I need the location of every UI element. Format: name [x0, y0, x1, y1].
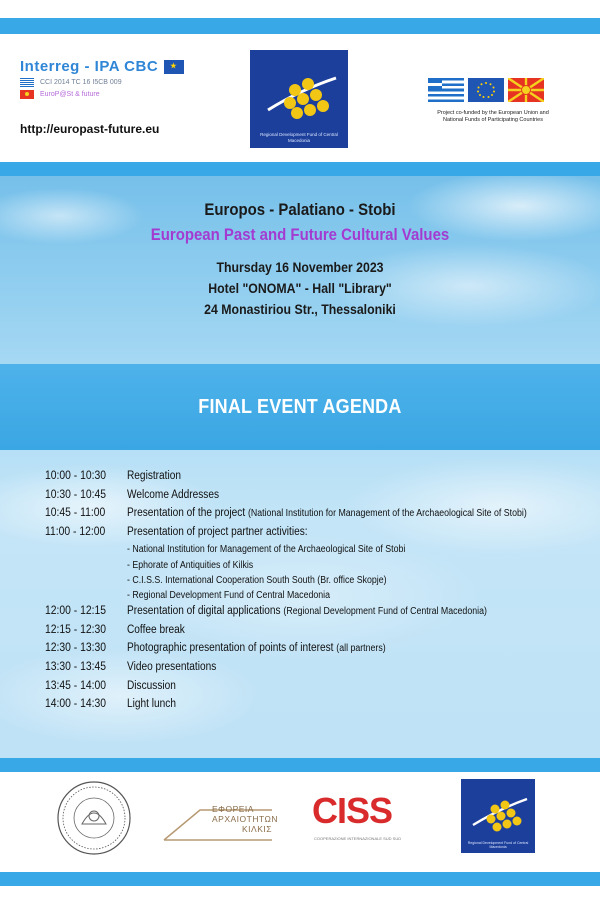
macedonian-flag-icon — [20, 90, 34, 99]
partner-item — [45, 560, 590, 575]
agenda-item-note: (Regional Development Fund of Central Macedonia) — [283, 606, 487, 618]
header — [0, 34, 600, 162]
interreg-code: CCI 2014 TC 16 I5CB 009 — [40, 79, 122, 86]
agenda-row — [45, 470, 590, 489]
agenda-item-title: Light lunch — [127, 698, 176, 711]
partner-item — [45, 590, 590, 605]
event-venue: Hotel "ONOMA" - Hall "Library" — [208, 280, 392, 296]
agenda-time: 10:45 - 11:00 — [45, 507, 106, 520]
agenda-time: 10:00 - 10:30 — [45, 470, 107, 482]
partner-name: - National Institution for Management of the Archaeological Site of Stobi — [127, 544, 406, 556]
agenda-time: 12:00 - 12:15 — [45, 605, 107, 618]
greek-flag-icon — [20, 78, 34, 87]
flags-group — [428, 78, 544, 102]
agenda-item-title: Presentation of the project — [127, 507, 246, 520]
cofunded-text: Project co-funded by the European Union and National Funds of Participating Countries — [437, 110, 549, 124]
macedonian-flag-icon — [508, 78, 544, 102]
eu-flag-icon — [164, 60, 184, 74]
ciss-wordmark: CISS — [312, 790, 393, 831]
agenda-row — [45, 624, 590, 643]
agenda-item-note: (National Institution for Management of the Archaeological Site of Stobi) — [247, 508, 527, 520]
ciss-subtitle: COOPERAZIONE INTERNAZIONALE SUD SUD — [314, 836, 402, 841]
agenda-row — [45, 526, 590, 545]
agenda-time: 13:30 - 13:45 — [45, 660, 107, 673]
website-link[interactable]: http://europast-future.eu — [20, 122, 160, 136]
top-stripe — [0, 18, 600, 34]
agenda-item-title: Photographic presentation of points of interest — [127, 642, 334, 655]
agenda-item-title: Welcome Addresses — [127, 488, 220, 501]
agenda-item-title: Video presentations — [127, 660, 217, 673]
ephorate-line2: ΑΡΧΑΙΟΤΗΤΩΝ — [212, 814, 279, 825]
interreg-project: EuroP@St & future — [40, 91, 100, 98]
footer-logos — [0, 772, 600, 872]
agenda-row — [45, 642, 590, 661]
partner-item — [45, 575, 590, 590]
agenda-row — [45, 680, 590, 699]
agenda-row — [45, 661, 590, 680]
agenda-row — [45, 605, 590, 624]
agenda-banner — [0, 364, 600, 450]
agenda-item-title: Coffee break — [127, 623, 185, 636]
event-subtitle: European Past and Future Cultural Values — [150, 225, 450, 244]
agenda-time: 12:15 - 12:30 — [45, 623, 107, 636]
agenda-row — [45, 698, 590, 717]
event-route: Europos - Palatiano - Stobi — [204, 200, 396, 219]
agenda-time: 14:00 - 14:30 — [45, 698, 107, 711]
partner-name: - Regional Development Fund of Central Macedonia — [127, 589, 331, 601]
agenda-item-title: Registration — [127, 470, 182, 482]
rdf-caption: Regional Development Fund of Central Macedonia — [260, 132, 338, 143]
greek-flag-icon — [428, 78, 464, 102]
ephorate-kilkis-logo — [160, 790, 280, 848]
agenda-row — [45, 489, 590, 508]
bottom-stripe — [0, 872, 600, 886]
partner-name: - Ephorate of Antiquities of Kilkis — [127, 559, 254, 571]
footer-stripe — [0, 758, 600, 772]
interreg-title: Interreg - IPA CBC — [20, 58, 159, 75]
agenda-item-title: Presentation of project partner activities: — [127, 525, 308, 538]
ciss-logo — [312, 790, 424, 848]
interreg-logo — [20, 58, 205, 99]
sky-background — [0, 176, 600, 758]
rdf-logo-small — [461, 779, 535, 853]
event-intro — [0, 200, 600, 317]
rdf-logo — [250, 50, 348, 148]
agenda-list — [45, 470, 590, 717]
ephorate-line3: ΚΙΛΚΙΣ — [242, 824, 273, 835]
event-address: 24 Monastiriou Str., Thessaloniki — [204, 301, 396, 317]
agenda-item-title: Discussion — [127, 679, 176, 692]
agenda-item-note: (all partners) — [336, 643, 386, 655]
ephorate-line1: ΕΦΟΡΕΙΑ — [212, 804, 254, 814]
partner-name: - C.I.S.S. International Cooperation South South (Br. office Skopje) — [127, 574, 387, 586]
stobi-seal-logo — [56, 780, 132, 856]
partner-item — [45, 544, 590, 559]
rdf-small-caption: Regional Development Fund of Central Macedonia — [467, 841, 529, 849]
agenda-time: 12:30 - 13:30 — [45, 642, 107, 655]
agenda-row — [45, 507, 590, 526]
agenda-title: FINAL EVENT AGENDA — [198, 395, 402, 418]
agenda-item-title: Presentation of digital applications — [127, 605, 281, 618]
event-date: Thursday 16 November 2023 — [216, 259, 384, 275]
eu-flag-icon — [468, 78, 504, 102]
agenda-time: 10:30 - 10:45 — [45, 488, 107, 501]
header-stripe — [0, 162, 600, 176]
agenda-time: 11:00 - 12:00 — [45, 525, 106, 538]
agenda-time: 13:45 - 14:00 — [45, 679, 107, 692]
